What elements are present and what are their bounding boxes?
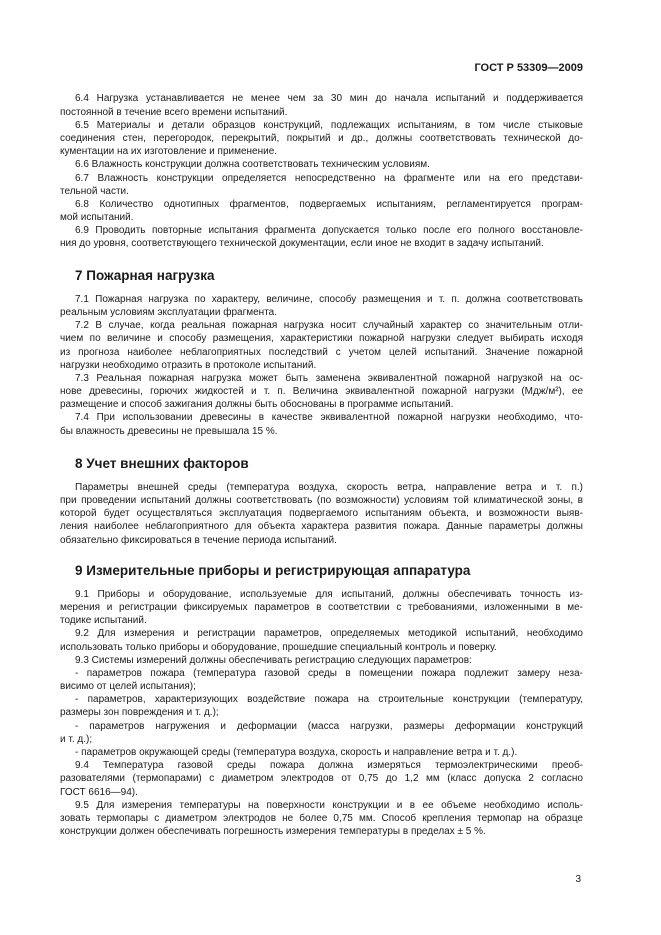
text-line: 6.9 Проводить повторные испытания фрагмента допускается только после его полного восстановле- xyxy=(75,225,583,237)
text-line: - параметров пожара (температура газовой среды в помещении пожара подлежит замеру неза- xyxy=(75,667,583,679)
text-line: - параметров окружающей среды (температура воздуха, скорость и направление ветра и т. д.). xyxy=(75,747,518,759)
clause-6-5 xyxy=(60,119,583,159)
text-line: - параметров нагружения и деформации (масса нагрузки, размеры деформации конструкций xyxy=(75,720,583,732)
list-item xyxy=(60,693,583,719)
text-line: которой будет осуществляться эксплуатация подвергаемого испытаниям объекта, и возможности выяв- xyxy=(60,508,583,520)
text-line: использовать только приборы и оборудование, прошедшие специальный контроль и поверку. xyxy=(60,641,497,653)
text-line: кументации на их изготовление и применение. xyxy=(60,146,278,158)
section-6-continued xyxy=(60,92,583,250)
text-line: 7.2 В случае, когда реальная пожарная нагрузка носит случайный характер со значительным отли- xyxy=(75,320,583,332)
text-line: 6.7 Влажность конструкции определяется непосредственно на фрагменте или на его представи- xyxy=(75,172,583,184)
text-line: висимо от целей испытания); xyxy=(60,681,196,693)
text-line: 9.5 Для измерения температуры на поверхности конструкции и в ее объеме необходимо исполь- xyxy=(75,799,583,811)
text-line: 9.2 Для измерения и регистрации параметров, определяемых методикой испытаний, необходимо xyxy=(75,628,583,640)
text-line: Параметры внешней среды (температура воздуха, скорость ветра, направление ветра и т. п.) xyxy=(75,481,583,493)
text-line: 6.6 Влажность конструкции должна соответствовать техническим условиям. xyxy=(75,159,430,171)
clause-9-1 xyxy=(60,588,583,628)
text-line: 6.8 Количество однотипных фрагментов, подвергаемых испытаниям, регламентируется програм- xyxy=(75,198,583,210)
text-line: 6.4 Нагрузка устанавливается не менее чем за 30 мин до начала испытаний и поддерживается xyxy=(75,93,583,105)
document-code: ГОСТ Р 53309—2009 xyxy=(474,62,583,74)
text-line: из прогноза наиболее неблагоприятных последствий с учетом целей испытаний. Значение пожарной xyxy=(60,346,583,358)
section-heading: 8 Учет внешних факторов xyxy=(75,456,249,471)
section-8 xyxy=(60,456,583,547)
text-line: чием по величине и способу размещения, характеристики пожарной нагрузки следует выбирать исходя xyxy=(60,333,583,345)
text-line: 9.4 Температура газовой среды пожара должна измеряться термоэлектрическими преоб- xyxy=(75,760,583,772)
section-7 xyxy=(60,268,583,438)
section-8-paragraph xyxy=(60,481,583,547)
text-line: тодике испытаний. xyxy=(60,615,147,627)
text-line: разователями (термопарами) с диаметром электродов от 0,75 до 1,2 мм (класс допуска 2 согласно xyxy=(60,773,583,785)
clause-7-1 xyxy=(60,293,583,319)
text-line: соединения стен, перегородок, перекрытий, покрытий и др., должны соответствовать технической до- xyxy=(60,132,583,144)
text-line: нагрузки необходимо отразить в протоколе испытаний. xyxy=(60,359,317,371)
clause-6-6 xyxy=(60,158,583,171)
text-line: размеры зон повреждения и т. д.); xyxy=(60,707,219,719)
text-line: конструкции должен обеспечивать погрешность измерения температуры в пределах ± 5 %. xyxy=(60,826,486,838)
text-line: 9.1 Приборы и оборудование, используемые для испытаний, должны обеспечивать точность из- xyxy=(75,588,583,600)
section-9 xyxy=(60,563,583,838)
clause-9-3 xyxy=(60,654,583,667)
clause-9-4 xyxy=(60,759,583,799)
clause-6-8 xyxy=(60,198,583,224)
list-item xyxy=(60,667,583,693)
list-item xyxy=(60,720,583,746)
text-line: реальным условиям эксплуатации фрагмента. xyxy=(60,306,277,318)
clause-6-4 xyxy=(60,92,583,118)
text-line: обязательно фиксироваться в течение периода испытаний. xyxy=(60,534,337,546)
page-number: 3 xyxy=(575,874,581,885)
text-line: бы влажность древесины не превышала 15 %. xyxy=(60,425,278,437)
text-line: мерения и регистрации фиксируемых параметров в соответствии с требованиями, изложенными в ме- xyxy=(60,601,583,613)
clause-9-2 xyxy=(60,627,583,653)
text-line: 9.3 Системы измерений должны обеспечивать регистрацию следующих параметров: xyxy=(75,654,472,666)
text-line: размещение и способ зажигания должны быть обоснованы в программе испытаний. xyxy=(60,399,454,411)
text-line: мой испытаний. xyxy=(60,212,134,224)
text-line: 6.5 Материалы и детали образцов конструкций, подлежащих испытаниям, в том числе стыковые xyxy=(75,119,583,131)
clause-7-2 xyxy=(60,319,583,372)
text-line: при проведении испытаний должны соответствовать (по возможности) условиям той климатической зоны, в xyxy=(60,494,583,506)
list-item xyxy=(60,746,583,759)
clause-9-5 xyxy=(60,799,583,839)
clause-7-4 xyxy=(60,411,583,437)
clause-6-7 xyxy=(60,172,583,198)
text-line: зовать термопары с диаметром электродов не более 0,75 мм. Способ крепления термопар на образце xyxy=(60,812,583,824)
clause-6-9 xyxy=(60,224,583,250)
text-line: - параметров, характеризующих воздействие пожара на строительные конструкции (температуру, xyxy=(75,694,583,706)
text-line: нове древесины, горючих жидкостей и т. п. Величина эквивалентной пожарной нагрузки (Мдж/м²), ее xyxy=(60,386,583,398)
text-line: тельной части. xyxy=(60,185,129,197)
text-line: и т. д.); xyxy=(60,733,93,745)
section-heading: 7 Пожарная нагрузка xyxy=(75,268,215,283)
text-line: ления наиболее неблагоприятного для объекта характера развития пожара. Данные параметры должны xyxy=(60,521,583,533)
text-line: ния до уровня, соответствующего технической документации, если иное не входит в задачу испытаний. xyxy=(60,238,544,250)
clause-7-3 xyxy=(60,372,583,412)
text-line: ГОСТ 6616—94). xyxy=(60,786,138,798)
text-line: 7.3 Реальная пожарная нагрузка может быть заменена эквивалентной пожарной нагрузкой на ос- xyxy=(75,372,583,384)
text-line: 7.1 Пожарная нагрузка по характеру, величине, способу размещения и т. п. должна соответствовать xyxy=(75,293,583,305)
text-line: 7.4 При использовании древесины в качестве эквивалентной пожарной нагрузки необходимо, что- xyxy=(75,412,583,424)
section-heading: 9 Измерительные приборы и регистрирующая аппаратура xyxy=(75,563,471,578)
text-line: постоянной в течение всего времени испытаний. xyxy=(60,106,288,118)
